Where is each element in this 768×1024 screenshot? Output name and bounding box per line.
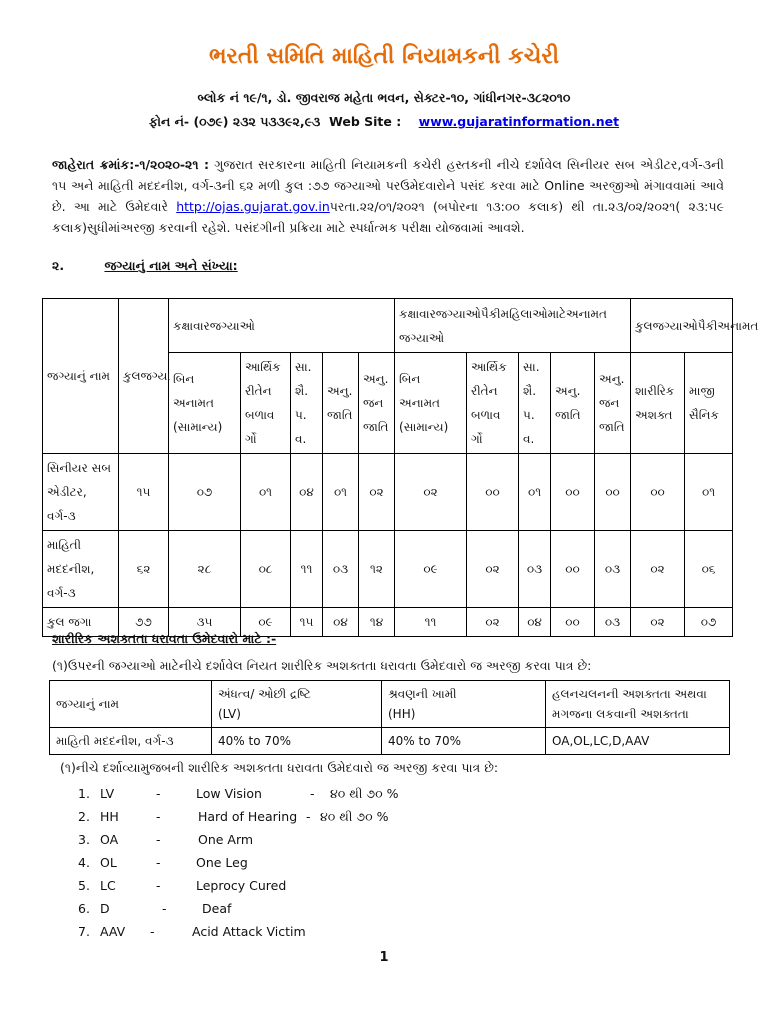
- header-post-name: જગ્યાનું નામ: [43, 299, 119, 454]
- pwd-header-post: જગ્યાનું નામ: [50, 681, 212, 728]
- header-women-reserved: કક્ષાવારજગ્યાઓપૈકીમહિલાઓમાટેઅનામત જગ્યાઓ: [395, 299, 631, 353]
- pwd-table: [49, 680, 730, 755]
- row-value: ૦૭: [169, 454, 241, 531]
- item-code: OA: [100, 832, 119, 847]
- item-code: OL: [100, 855, 117, 870]
- item-number: 1.: [78, 786, 90, 801]
- subheader-women-sc: અનુ. જાતિ: [551, 353, 595, 454]
- item-name: Leprocy Cured: [196, 878, 287, 893]
- notice-paragraph: [52, 154, 724, 238]
- row-value: ૦૧: [685, 454, 733, 531]
- row-post-name: સિનીયર સબ એડીટર, વર્ગ-૩: [43, 454, 119, 531]
- item-name: One Leg: [196, 855, 248, 870]
- pwd-intro: (૧)ઉપરની જગ્યાઓ માટેનીચે દર્શાવેલ નિયત શારીરિક અશક્તતા ધરાવતા ઉમેદવારો જ અરજી કરવા પાત્ર છે:: [52, 658, 592, 673]
- item-code: HH: [100, 809, 119, 824]
- row-value: ૧૧: [291, 531, 323, 608]
- item-range: ૪૦ થી ૭૦ %: [320, 809, 389, 824]
- row-value: ૦૦: [551, 531, 595, 608]
- row-value: ૦૨: [631, 531, 685, 608]
- row-value: ૦૨: [467, 531, 519, 608]
- subheader-ex-servicemen: માજી સૈનિક: [685, 353, 733, 454]
- pwd-row-post: માહિતી મદદનીશ, વર્ગ-૩: [50, 728, 212, 755]
- pwd-header-lv: [212, 681, 382, 728]
- contact-line: [0, 114, 768, 130]
- pwd-row-hh: 40% to 70%: [382, 728, 546, 755]
- table-row: [50, 728, 730, 755]
- row-value: ૦૨: [467, 608, 519, 637]
- subheader-st: અનુ. જન જાતિ: [359, 353, 395, 454]
- phone-number: ફોન નં- (૦૭૯) ૨૩૨ ૫૩૩૯૨,૯૩: [148, 114, 321, 129]
- website-label: Web Site :: [329, 114, 402, 129]
- notice-text-1: ગુજરાત સરકારના માહિતી નિયામકની કચેરી હસ્તકની નીચે દર્શાવેલ સિનીયર સબ એડીટર,વર્ગ-૩ની ૧૫ અને માહિતી મદદનીશ, વર્ગ-૩ની ૬૨ મળી કુલ :૭૭ જગ્યાઓ પરઉમેદવારોને પસંદ કરવા માટે Online અરજીઓ મંગાવવામાં આવે છે. આ માટે ઉમેદવારે: [52, 157, 724, 214]
- item-code: LC: [100, 878, 116, 893]
- pwd-row-locomotor: OA,OL,LC,D,AAV: [546, 728, 730, 755]
- pwd-header-lv-label: અંધત્વ/ ઓછી દ્રષ્ટિ: [218, 687, 311, 701]
- subheader-disabled: શારીરિક અશક્ત: [631, 353, 685, 454]
- item-name: Low Vision: [196, 786, 262, 801]
- row-value: ૧૫: [291, 608, 323, 637]
- subheader-women-sebc: સા. શૈ. પ. વ.: [519, 353, 551, 454]
- item-number: 5.: [78, 878, 90, 893]
- pwd-header-lv-code: (LV): [218, 707, 241, 721]
- subheader-ews: આર્થિક રીતેન બળાવ ર્ગો: [241, 353, 291, 454]
- item-code: AAV: [100, 924, 126, 939]
- subheader-women-general: બિન અનામત (સામાન્ય): [395, 353, 467, 454]
- pwd-header-locomotor: હલનચલનની અશક્તતા અથવા મગજના લકવાની અશક્તતા: [546, 681, 730, 728]
- row-value: ૦૨: [395, 454, 467, 531]
- item-code: LV: [100, 786, 115, 801]
- row-value: ૦૮: [241, 531, 291, 608]
- row-value: ૦૯: [395, 531, 467, 608]
- notice-text-2: પરતા.૨૨/૦૧/૨૦૨૧ (બપોરના ૧૩:૦૦ કલાક) થી તા.૨૩/૦૨/૨૦૨૧( ૨૩:૫૯ કલાક)સુધીમાંઅરજી કરવાની રહેશે. પસંદગીની પ્રક્રિયા માટે સ્પર્ધાત્મક પરીક્ષા યોજવામાં આવશે.: [52, 199, 724, 235]
- row-value: ૦૪: [519, 608, 551, 637]
- item-number: 4.: [78, 855, 90, 870]
- subheader-general: બિન અનામત (સામાન્ય): [169, 353, 241, 454]
- pwd-heading: શારીરિક અશક્તતા ધરાવતા ઉમેદવારો માટે :-: [52, 631, 277, 646]
- row-post-name: માહિતી મદદનીશ, વર્ગ-૩: [43, 531, 119, 608]
- subheader-sc: અનુ. જાતિ: [323, 353, 359, 454]
- item-name: One Arm: [198, 832, 254, 847]
- row-value: ૦૦: [551, 454, 595, 531]
- item-name: Deaf: [202, 901, 232, 916]
- row-total: ૧૫: [119, 454, 169, 531]
- item-number: 6.: [78, 901, 90, 916]
- page-number: 1: [379, 950, 389, 965]
- section-number: ૨.: [52, 258, 65, 273]
- item-number: 7.: [78, 924, 90, 939]
- row-value: ૦૩: [323, 531, 359, 608]
- row-value: ૧૨: [359, 531, 395, 608]
- header-total-reserved: કુલજગ્યાઓપૈકીઅનામત: [631, 299, 733, 353]
- row-value: ૧૧: [395, 608, 467, 637]
- header-total: કુલજગ્યા: [119, 299, 169, 454]
- row-value: ૦૦: [551, 608, 595, 637]
- item-range: ૪૦ થી ૭૦ %: [330, 786, 399, 801]
- row-value: ૦૨: [359, 454, 395, 531]
- ojas-link[interactable]: http://ojas.gujarat.gov.in: [176, 199, 330, 214]
- row-value: ૩૫: [169, 608, 241, 637]
- row-post-name: કુલ જગા: [43, 608, 119, 637]
- row-value: ૦૩: [595, 608, 631, 637]
- row-value: ૦૬: [685, 531, 733, 608]
- disability-list-intro: (૧)નીચે દર્શાવ્યામુજબની શારીરિક અશક્તતા ધરાવતા ઉમેદવારો જ અરજી કરવા પાત્ર છે:: [60, 760, 499, 775]
- section-title: જગ્યાનું નામ અને સંખ્યા:: [104, 258, 238, 273]
- row-value: ૧૪: [359, 608, 395, 637]
- row-value: ૦૩: [595, 531, 631, 608]
- row-total: ૬૨: [119, 531, 169, 608]
- row-value: ૦૯: [241, 608, 291, 637]
- office-address: બ્લોક નં ૧૯/૧, ડો. જીવરાજ મહેતા ભવન, સેક્ટર-૧૦, ગાંધીનગર-૩૮૨૦૧૦: [197, 90, 571, 105]
- row-value: ૦૧: [519, 454, 551, 531]
- item-name: Acid Attack Victim: [192, 924, 306, 939]
- posts-table: [42, 298, 759, 637]
- subheader-women-st: અનુ. જન જાતિ: [595, 353, 631, 454]
- header-category-posts: કક્ષાવારજગ્યાઓ: [169, 299, 395, 353]
- table-row: [43, 531, 733, 608]
- row-value: ૦૦: [631, 454, 685, 531]
- subheader-women-ews: આર્થિક રીતેન બળાવ ર્ગો: [467, 353, 519, 454]
- pwd-header-hh-code: (HH): [388, 707, 416, 721]
- row-value: ૦૪: [323, 608, 359, 637]
- row-value: ૦૧: [241, 454, 291, 531]
- item-name: Hard of Hearing: [198, 809, 298, 824]
- row-value: ૦૭: [685, 608, 733, 637]
- row-total: ૭૭: [119, 608, 169, 637]
- pwd-row-lv: 40% to 70%: [212, 728, 382, 755]
- item-number: 2.: [78, 809, 90, 824]
- pwd-header-hh-label: શ્રવણની ખામી: [388, 687, 457, 701]
- website-link[interactable]: www.gujaratinformation.net: [418, 114, 620, 129]
- row-value: ૨૮: [169, 531, 241, 608]
- office-title: ભરતી સમિતિ માહિતી નિયામકની કચેરી: [208, 44, 560, 69]
- row-value: ૦૦: [467, 454, 519, 531]
- row-value: ૦૩: [519, 531, 551, 608]
- row-value: ૦૪: [291, 454, 323, 531]
- advertisement-number: જાહેરાત ક્રમાંક:-૧/૨૦૨૦-૨૧ :: [52, 157, 210, 172]
- table-row: [43, 454, 733, 531]
- row-value: ૦૦: [595, 454, 631, 531]
- row-value: ૦૧: [323, 454, 359, 531]
- row-value: ૦૨: [631, 608, 685, 637]
- pwd-header-hh: [382, 681, 546, 728]
- section-heading: [52, 258, 238, 274]
- item-code: D: [100, 901, 110, 916]
- item-number: 3.: [78, 832, 90, 847]
- subheader-sebc: સા. શૈ. પ. વ.: [291, 353, 323, 454]
- document-page: ભરતી સમિતિ માહિતી નિયામકની કચેરી બ્લોક નં ૧૯/૧, ડો. જીવરાજ મહેતા ભવન, સેક્ટર-૧૦, ગાંધીનગર-૩૮૨૦૧૦ ફોન નં- (૦૭૯) ૨૩૨ ૫૩૩૯૨,૯૩ Web Site : www.gujaratinformation.net જાહેરાત ક્રમાંક:-૧/૨૦૨૦-૨૧ : ગુજરાત સરકારના માહિતી નિયામકની કચેરી હસ્તકની નીચે દર્શાવેલ સિનીયર સબ એડીટર,વર્ગ-૩ની ૧૫ અને માહિતી મદદનીશ, વર્ગ-૩ની ૬૨ મળી કુલ :૭૭ જગ્યાઓ પરઉમેદવારોને પસંદ કરવા માટે Online અરજીઓ મંગાવવામાં આવે છે. આ માટે ઉમેદવારે http://ojas.gujarat.gov.inપરતા.૨૨/૦૧/૨૦૨૧ (બપોરના ૧૩:૦૦ કલાક) થી તા.૨૩/૦૨/૨૦૨૧( ૨૩:૫૯ કલાક)સુધીમાંઅરજી કરવાની રહેશે. પસંદગીની પ્રક્રિયા માટે સ્પર્ધાત્મક પરીક્ષા યોજવામાં આવશે. ૨. જગ્યાનું નામ અને સંખ્યા: જગ્યાનું નામ કુલજગ્યા કક્ષાવારજગ્યાઓ કક્ષાવારજગ્યાઓપૈકીમહિલાઓમાટેઅનામત જગ્યાઓ કુલજગ્યાઓપૈકીઅનામત બિન અનામત (સામાન્ય) આર્થિક રીતેન બળાવ ર્ગો સા. શૈ. પ. વ. અનુ. જાતિ અનુ. જન જાતિ બિન અનામત (સામાન્ય) આર્થિક રીતેન બળાવ ર્ગો સા. શૈ. પ. વ. અનુ. જાતિ અનુ. જન જાતિ શારીરિક અશક્ત માજી સૈનિક સિનીયર સબ એડીટર, વર્ગ-૩ ૧૫ ૦૭ ૦૧ ૦૪ ૦૧ ૦૨ ૦૨ ૦૦ ૦૧ ૦૦ ૦૦ ૦૦ ૦૧ માહિતી મદદનીશ, વર્ગ-૩ ૬૨ ૨૮ ૦૮ ૧૧ ૦૩ ૧૨ ૦૯ ૦૨ ૦૩ ૦૦ ૦૩ ૦૨ ૦૬ કુલ જગા ૭૭ ૩૫ ૦૯ ૧૫ ૦૪ ૧૪ ૧૧ ૦૨ ૦૪ ૦૦ ૦૩ ૦૨ ૦૭ શારીરિક અશક્તતા ધરાવતા ઉમેદવારો માટે :- (૧)ઉપરની જગ્યાઓ માટેનીચે દર્શાવેલ નિયત શારીરિક અશક્તતા ધરાવતા ઉમેદવારો જ અરજી કરવા પાત્ર છે: જગ્યાનું નામ અંધત્વ/ ઓછી દ્રષ્ટિ (LV) શ્રવણની ખામી (HH) હલનચલનની અશક્તતા અથવા મગજના લકવાની અશક્તતા માહિતી મદદનીશ, વર્ગ-૩ 40% to 70% 40% to 70% OA,OL,LC,D,AAV (૧)નીચે દર્શાવ્યામુજબની શારીરિક અશક્તતા ધરાવતા ઉમેદવારો જ અરજી કરવા પાત્ર છે: 1. LV - Low Vision - ૪૦ થી ૭૦ % 2. HH - Hard of Hearing - ૪૦ થી ૭૦ % 3. OA - One Arm 4. OL - One Leg 5. LC - Leprocy Cured 6. D - Deaf 7. AAV - Acid Attack Victim 1: [0, 0, 768, 1024]
